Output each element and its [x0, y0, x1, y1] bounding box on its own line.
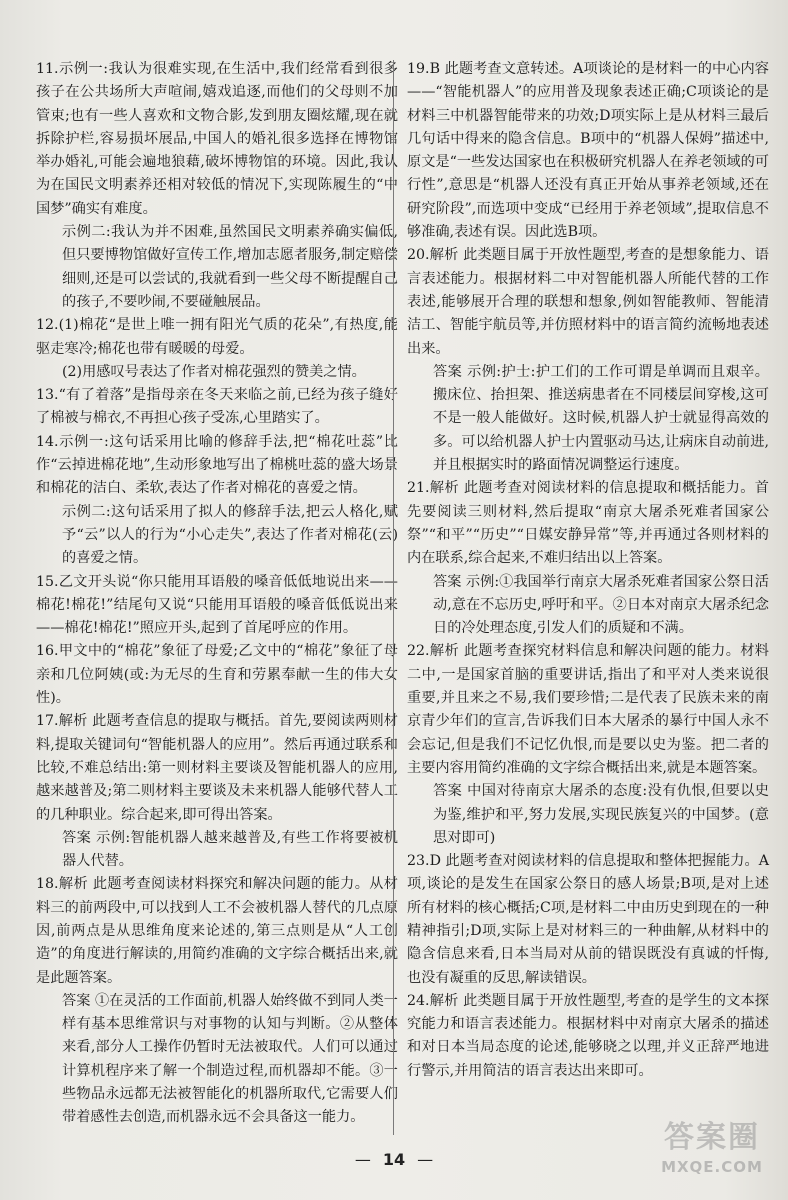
answer-paragraph: 15.乙文开头说“你只能用耳语般的嗓音低低地说出来——棉花!棉花!”结尾句又说“只能用耳语般的嗓音低低说出来——棉花!棉花!”照应开头,起到了首尾呼应的作用。: [36, 573, 398, 637]
watermark-title: 答案圈: [664, 1120, 760, 1155]
answer-item: [407, 244, 769, 477]
answer-item: [407, 990, 769, 1083]
answer-paragraph: 14.示例一:这句话采用比喻的修辞手法,把“棉花吐蕊”比作“云掉进棉花地”,生动形象地写出了棉桃吐蕊的盛大场景和棉花的洁白、柔软,表达了作者对棉花的喜爱之情。: [36, 433, 398, 497]
answer-paragraph: 示例二:这句话采用了拟人的修辞手法,把云人格化,赋予“云”以人的行为“小心走失”,表达了作者对棉花(云)的喜爱之情。: [62, 503, 398, 567]
answer-item: [407, 477, 769, 640]
analysis-paragraph: 21.解析 此题考查对阅读材料的信息提取和概括能力。首先要阅读三则材料,然后提取“南京大屠杀死难者国家公祭”“和平”“历史”“日媒安静异常”等,并再通过各则材料的内在联系,综合起来,不难归结出以上答案。: [407, 480, 769, 567]
answer-item: [407, 850, 769, 990]
watermark-logo: [656, 1118, 768, 1192]
answer-item: [36, 710, 398, 873]
analysis-paragraph: 17.解析 此题考查信息的提取与概括。首先,要阅读两则材料,提取关键词句“智能机器人的应用”。然后再通过联系和比较,不难总结出:第一则材料主要谈及智能机器人的应用,越来越普及;第二则材料主要谈及未来机器人能够代替人工的几种职业。综合起来,即可得出答案。: [36, 713, 398, 823]
answer-item: [36, 384, 398, 431]
answer-item: [36, 640, 398, 710]
watermark-url: MXQE.COM: [661, 1158, 763, 1176]
answer-item: [36, 58, 398, 314]
answer-paragraph: 12.(1)棉花“是世上唯一拥有阳光气质的花朵”,有热度,能驱走寒冷;棉花也带有暖暖的母爱。: [36, 317, 398, 357]
answer-paragraph: 19.B 此题考查文意转述。A项谈论的是材料一的中心内容——“智能机器人”的应用普及现象表述正确;C项谈论的是材料三中机器智能带来的功效;D项实际上是从材料三最后几句话中得来的隐含信息。B项中的“机器人保姆”描述中,原文是“一些发达国家也在积极研究机器人在养老领域的可行性”,意思是“机器人还没有真正开始从事养老领域,还在研究阶段”,而选项中变成“已经用于养老领域”,提取信息不够准确,表述有误。因此选B项。: [407, 61, 769, 241]
answer-paragraph: 示例二:我认为并不困难,虽然国民文明素养确实偏低,但只要博物馆做好宣传工作,增加志愿者服务,制定赔偿细则,还是可以尝试的,我就看到一些父母不断提醒自己的孩子,不要吵闹,不要碰触展品。: [62, 224, 398, 310]
answer-paragraph: (2)用感叹号表达了作者对棉花强烈的赞美之情。: [62, 363, 366, 380]
answer-paragraph: 答案 ①在灵活的工作面前,机器人始终做不到同人类一样有基本思维常识与对事物的认知与判断。②从整体来看,部分人工操作仍暂时无法被取代。人们可以通过计算机程序来了解一个制造过程,而机器却不能。③一些物品永远都无法被智能化的机器所取代,它需要人们带着感性去创造,而机器永远不会具备这一能力。: [62, 992, 398, 1126]
column-divider: [393, 60, 394, 1135]
footer-dash: —: [354, 1150, 371, 1169]
answer-paragraph: 答案 示例:①我国举行南京大屠杀死难者国家公祭日活动,意在不忘历史,呼吁和平。②日本对南京大屠杀纪念日的冷处理态度,引发人们的质疑和不满。: [433, 573, 769, 637]
answer-paragraph: 13.“有了着落”是指母亲在冬天来临之前,已经为孩子缝好了棉被与棉衣,不再担心孩子受冻,心里踏实了。: [36, 387, 398, 427]
answer-paragraph: 16.甲文中的“棉花”象征了母爱;乙文中的“棉花”象征了母亲和几位阿姨(或:为无尽的生育和劳累奉献一生的伟大女性)。: [36, 643, 398, 707]
answer-item: [36, 873, 398, 1129]
answer-paragraph: 答案 示例:智能机器人越来越普及,有些工作将要被机器人代替。: [62, 829, 398, 870]
right-column: [407, 58, 769, 1083]
answer-item: [36, 314, 398, 384]
answer-paragraph: 答案 中国对待南京大屠杀的态度:没有仇恨,但要以史为鉴,维护和平,努力发展,实现民族复兴的中国梦。(意思对即可): [433, 783, 769, 846]
analysis-paragraph: 22.解析 此题考查探究材料信息和解决问题的能力。材料二中,一是国家首脑的重要讲话,指出了和平对人类来说很重要,并且来之不易,我们要珍惜;二是代表了民族未来的南京青少年们的宣言,告诉我们日本大屠杀的暴行中国人永不会忘记,但是我们不记忆仇恨,而是要以史为鉴。把二者的主要内容用简约准确的文字综合概括出来,就是本题答案。: [407, 643, 769, 776]
answer-item: [407, 640, 769, 850]
answer-item: [407, 58, 769, 244]
answer-paragraph: 11.示例一:我认为很难实现,在生活中,我们经常看到很多孩子在公共场所大声喧闹,嬉戏追逐,而他们的父母则不加管束;也有一些人喜欢和文物合影,发到朋友圈炫耀,现在就拆除护栏,容易损坏展品,中国人的婚礼很多选择在博物馆举办婚礼,可能会遍地狼藉,破坏博物馆的环境。因此,我认为在国民文明素养还相对较低的情况下,实现陈履生的“中国梦”确实有难度。: [36, 61, 398, 217]
answer-item: [36, 571, 398, 641]
answer-paragraph: 23.D 此题考查对阅读材料的信息提取和整体把握能力。A项,谈论的是发生在国家公祭日的感人场景;B项,是对上述所有材料的核心概括;C项,是材料二中由历史到现在的一种精神指引;D项,实际上是对材料三的一种曲解,从材料中的隐含信息来看,日本当局对从前的错误既没有真诚的忏悔,也没有凝重的反思,解读错误。: [407, 853, 769, 986]
answer-item: [36, 431, 398, 571]
answer-paragraph: 答案 示例:护士:护工们的工作可谓是单调而且艰辛。搬床位、抬担架、推送病患者在不同楼层间穿梭,这可不是一般人能做好。这时候,机器人护士就显得高效的多。可以给机器人护士内置驱动马达,让病床自动前进,并且根据实时的路面情况调整运行速度。: [433, 363, 769, 474]
analysis-paragraph: 20.解析 此类题目属于开放性题型,考查的是想象能力、语言表述能力。根据材料二中对智能机器人所能代替的工作表述,能够展开合理的联想和想象,例如智能教师、智能清洁工、智能宇航员等,并仿照材料中的语言简约流畅地表述出来。: [407, 247, 769, 357]
page-number: 14: [382, 1150, 406, 1169]
footer-dash: —: [417, 1150, 434, 1169]
analysis-paragraph: 24.解析 此类题目属于开放性题型,考查的是学生的文本探究能力和语言表述能力。根据材料中对南京大屠杀的描述和对日本当局态度的论述,能够晓之以理,并义正辞严地进行警示,并用简洁的语言表达出来即可。: [407, 992, 769, 1079]
left-column: [36, 58, 398, 1130]
analysis-paragraph: 18.解析 此题考查阅读材料探究和解决问题的能力。从材料三的前两段中,可以找到人工不会被机器人替代的几点原因,前两点是从思维角度来论述的,第三点则是从“人工创造”的角度进行解读的,用简约准确的文字综合概括出来,就是此题答案。: [36, 876, 398, 986]
